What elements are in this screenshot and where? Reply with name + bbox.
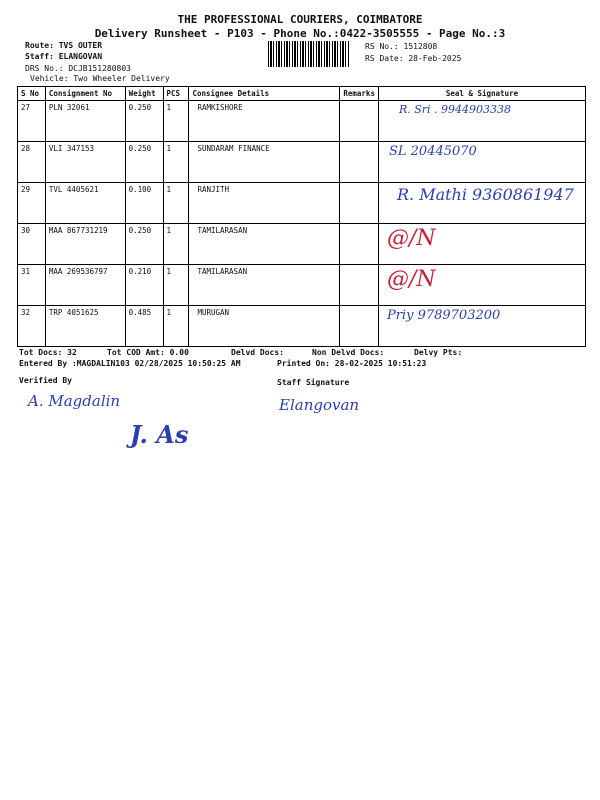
sno-cell: 31 <box>18 265 46 306</box>
runsheet-table <box>17 86 586 347</box>
table-row <box>18 306 586 347</box>
total-docs: Tot Docs: 32 <box>19 348 77 357</box>
sno-cell: 28 <box>18 142 46 183</box>
route-label: Route: TVS OUTER <box>25 41 103 50</box>
verifier-signature: A. Magdalin <box>28 392 121 410</box>
col-header-remarks: Remarks <box>340 87 379 101</box>
staff-signature: Elangovan <box>279 396 360 414</box>
consignment-cell: TRP 4051625 <box>45 306 125 347</box>
entered-by: Entered By :MAGDALIN103 02/28/2025 10:50:25 AM <box>19 359 241 368</box>
pcs-cell: 1 <box>163 306 189 347</box>
col-header-pcs: PCS <box>163 87 189 101</box>
col-header-consignee: Consignee Details <box>189 87 340 101</box>
seal-signature-cell: SL 20445070 <box>378 142 585 183</box>
sno-cell: 29 <box>18 183 46 224</box>
company-title: THE PROFESSIONAL COURIERS, COIMBATORE <box>177 13 423 26</box>
weight-cell: 0.210 <box>125 265 163 306</box>
table-header-row <box>18 87 586 101</box>
rs-number: RS No.: 1512808 <box>365 42 438 51</box>
consignee-cell: TAMILARASAN <box>189 224 340 265</box>
consignment-cell: PLN 32061 <box>45 101 125 142</box>
seal-signature-cell: Priy 9789703200 <box>378 306 585 347</box>
sno-cell: 32 <box>18 306 46 347</box>
table-row <box>18 224 586 265</box>
consignee-cell: MURUGAN <box>189 306 340 347</box>
table-row <box>18 101 586 142</box>
col-header-weight: Weight <box>125 87 163 101</box>
seal-signature-cell: @/N <box>378 265 585 306</box>
pcs-cell: 1 <box>163 224 189 265</box>
consignment-cell: MAA 269536797 <box>45 265 125 306</box>
seal-signature-cell: R. Mathi 9360861947 <box>378 183 585 224</box>
delivery-points: Delvy Pts: <box>414 348 463 357</box>
consignee-cell: TAMILARASAN <box>189 265 340 306</box>
staff-signature-label: Staff Signature <box>277 378 350 387</box>
staff-label: Staff: ELANGOVAN <box>25 52 103 61</box>
total-cod-amount: Tot COD Amt: 0.00 <box>107 348 189 357</box>
pcs-cell: 1 <box>163 142 189 183</box>
consignee-cell: SUNDARAM FINANCE <box>189 142 340 183</box>
seal-signature-cell: @/N <box>378 224 585 265</box>
weight-cell: 0.485 <box>125 306 163 347</box>
initials-signature: J. As <box>130 420 189 449</box>
pcs-cell: 1 <box>163 183 189 224</box>
delivered-docs: Delvd Docs: <box>231 348 284 357</box>
printed-on: Printed On: 28-02-2025 10:51:23 <box>277 359 427 368</box>
sno-cell: 27 <box>18 101 46 142</box>
rs-date: RS Date: 28-Feb-2025 <box>365 54 462 63</box>
table-row <box>18 183 586 224</box>
pcs-cell: 1 <box>163 265 189 306</box>
vehicle-label: Vehicle: Two Wheeler Delivery <box>30 74 170 83</box>
table-row <box>18 142 586 183</box>
seal-signature-cell: R. Sri . 9944903338 <box>378 101 585 142</box>
col-header-sno: S No <box>18 87 46 101</box>
consignment-cell: MAA 867731219 <box>45 224 125 265</box>
col-header-consignment: Consignment No <box>45 87 125 101</box>
table-row <box>18 265 586 306</box>
sno-cell: 30 <box>18 224 46 265</box>
col-header-seal: Seal & Signature <box>378 87 585 101</box>
remarks-cell <box>340 306 379 347</box>
consignee-cell: RAMKISHORE <box>189 101 340 142</box>
weight-cell: 0.250 <box>125 101 163 142</box>
runsheet-subtitle: Delivery Runsheet - P103 - Phone No.:0422-3505555 - Page No.:3 <box>94 27 506 40</box>
remarks-cell <box>340 265 379 306</box>
remarks-cell <box>340 224 379 265</box>
drs-number: DRS No.: DCJB151280803 <box>25 64 131 73</box>
weight-cell: 0.250 <box>125 142 163 183</box>
remarks-cell <box>340 183 379 224</box>
remarks-cell <box>340 142 379 183</box>
weight-cell: 0.250 <box>125 224 163 265</box>
consignment-cell: TVL 4405621 <box>45 183 125 224</box>
non-delivered-docs: Non Delvd Docs: <box>312 348 385 357</box>
verified-by-label: Verified By <box>19 376 72 385</box>
consignee-cell: RANJITH <box>189 183 340 224</box>
remarks-cell <box>340 101 379 142</box>
weight-cell: 0.100 <box>125 183 163 224</box>
pcs-cell: 1 <box>163 101 189 142</box>
barcode <box>268 41 350 67</box>
consignment-cell: VLI 347153 <box>45 142 125 183</box>
